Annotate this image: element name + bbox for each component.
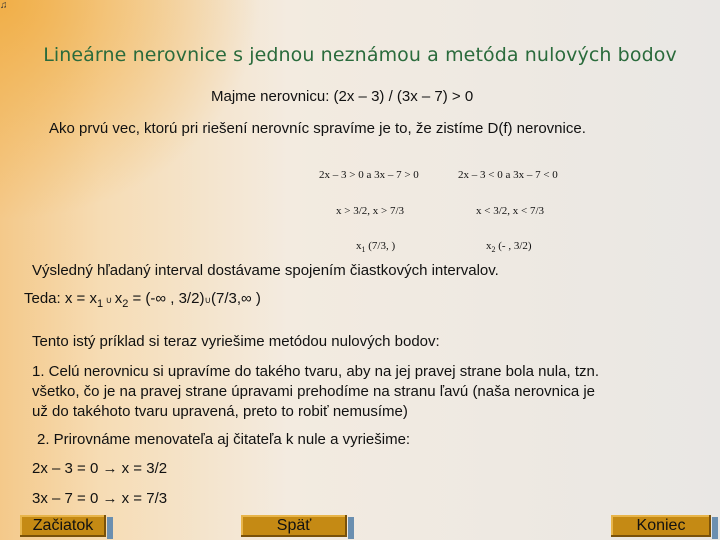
interval-1-sub: 1 xyxy=(361,245,366,255)
teda-rest-2: (7/3,∞ ) xyxy=(211,290,261,307)
method-intro-text: Tento istý príklad si teraz vyriešime metódou nulových bodov: xyxy=(32,333,440,350)
step-1-line-1: 1. Celú nerovnicu si upravíme do takého tvaru, aby na jej pravej strane bola nula, tzn. xyxy=(32,363,599,380)
case-1-result: x > 3/2, x > 7/3 xyxy=(336,205,405,217)
step-1-line-2: všetko, čo je na pravej strane úpravami prehodíme na stranu ľavú (naša nerovnica je xyxy=(32,383,596,400)
union-symbol-1: ∪ xyxy=(103,295,115,305)
equation-1: 2x – 3 = 0 → x = 3/2 xyxy=(32,460,168,477)
case-2-result: x < 3/2, x < 7/3 xyxy=(476,205,545,217)
end-button[interactable]: Koniec xyxy=(611,515,711,537)
intro-text: Majme nerovnicu: (2x – 3) / (3x – 7) > 0 xyxy=(211,88,474,105)
page-title: Lineárne nerovnice s jednou neznámou a metóda nulových bodov xyxy=(43,44,677,66)
start-button[interactable]: Začiatok xyxy=(20,515,106,537)
step-1-line-3: už do takéhoto tvaru upravená, preto to robiť nemusíme) xyxy=(32,403,408,420)
interval-1 xyxy=(356,240,395,254)
interval-2-value: (- , 3/2) xyxy=(495,240,532,252)
teda-mid: x xyxy=(114,290,123,307)
teda-rest-1: = (-∞ , 3/2) xyxy=(128,290,205,307)
speaker-icon[interactable]: ♫ xyxy=(0,0,8,11)
teda-prefix: Teda: x = x xyxy=(24,290,97,307)
equation-2: 3x – 7 = 0 → x = 7/3 xyxy=(32,490,168,507)
case-1-condition: 2x – 3 > 0 a 3x – 7 > 0 xyxy=(319,169,419,181)
teda-sub-1: 1 xyxy=(96,298,104,310)
back-button[interactable]: Späť xyxy=(241,515,347,537)
interval-2-var: x xyxy=(486,240,492,252)
interval-1-var: x xyxy=(356,240,362,252)
step-2-text: 2. Prirovnáme menovateľa aj čitateľa k nule a vyriešime: xyxy=(37,431,411,448)
interval-1-value: (7/3, ) xyxy=(365,240,396,252)
case-2-condition: 2x – 3 < 0 a 3x – 7 < 0 xyxy=(458,169,558,181)
teda-sub-2: 2 xyxy=(122,298,129,310)
result-text: Výsledný hľadaný interval dostávame spojením čiastkových intervalov. xyxy=(32,262,499,279)
union-symbol-2: ∪ xyxy=(204,295,212,305)
first-step-text: Ako prvú vec, ktorú pri riešení nerovníc spravíme je to, že zistíme D(f) nerovnice. xyxy=(49,120,586,137)
interval-2 xyxy=(486,240,532,254)
interval-2-sub: 2 xyxy=(491,245,496,255)
teda-line xyxy=(24,290,261,310)
